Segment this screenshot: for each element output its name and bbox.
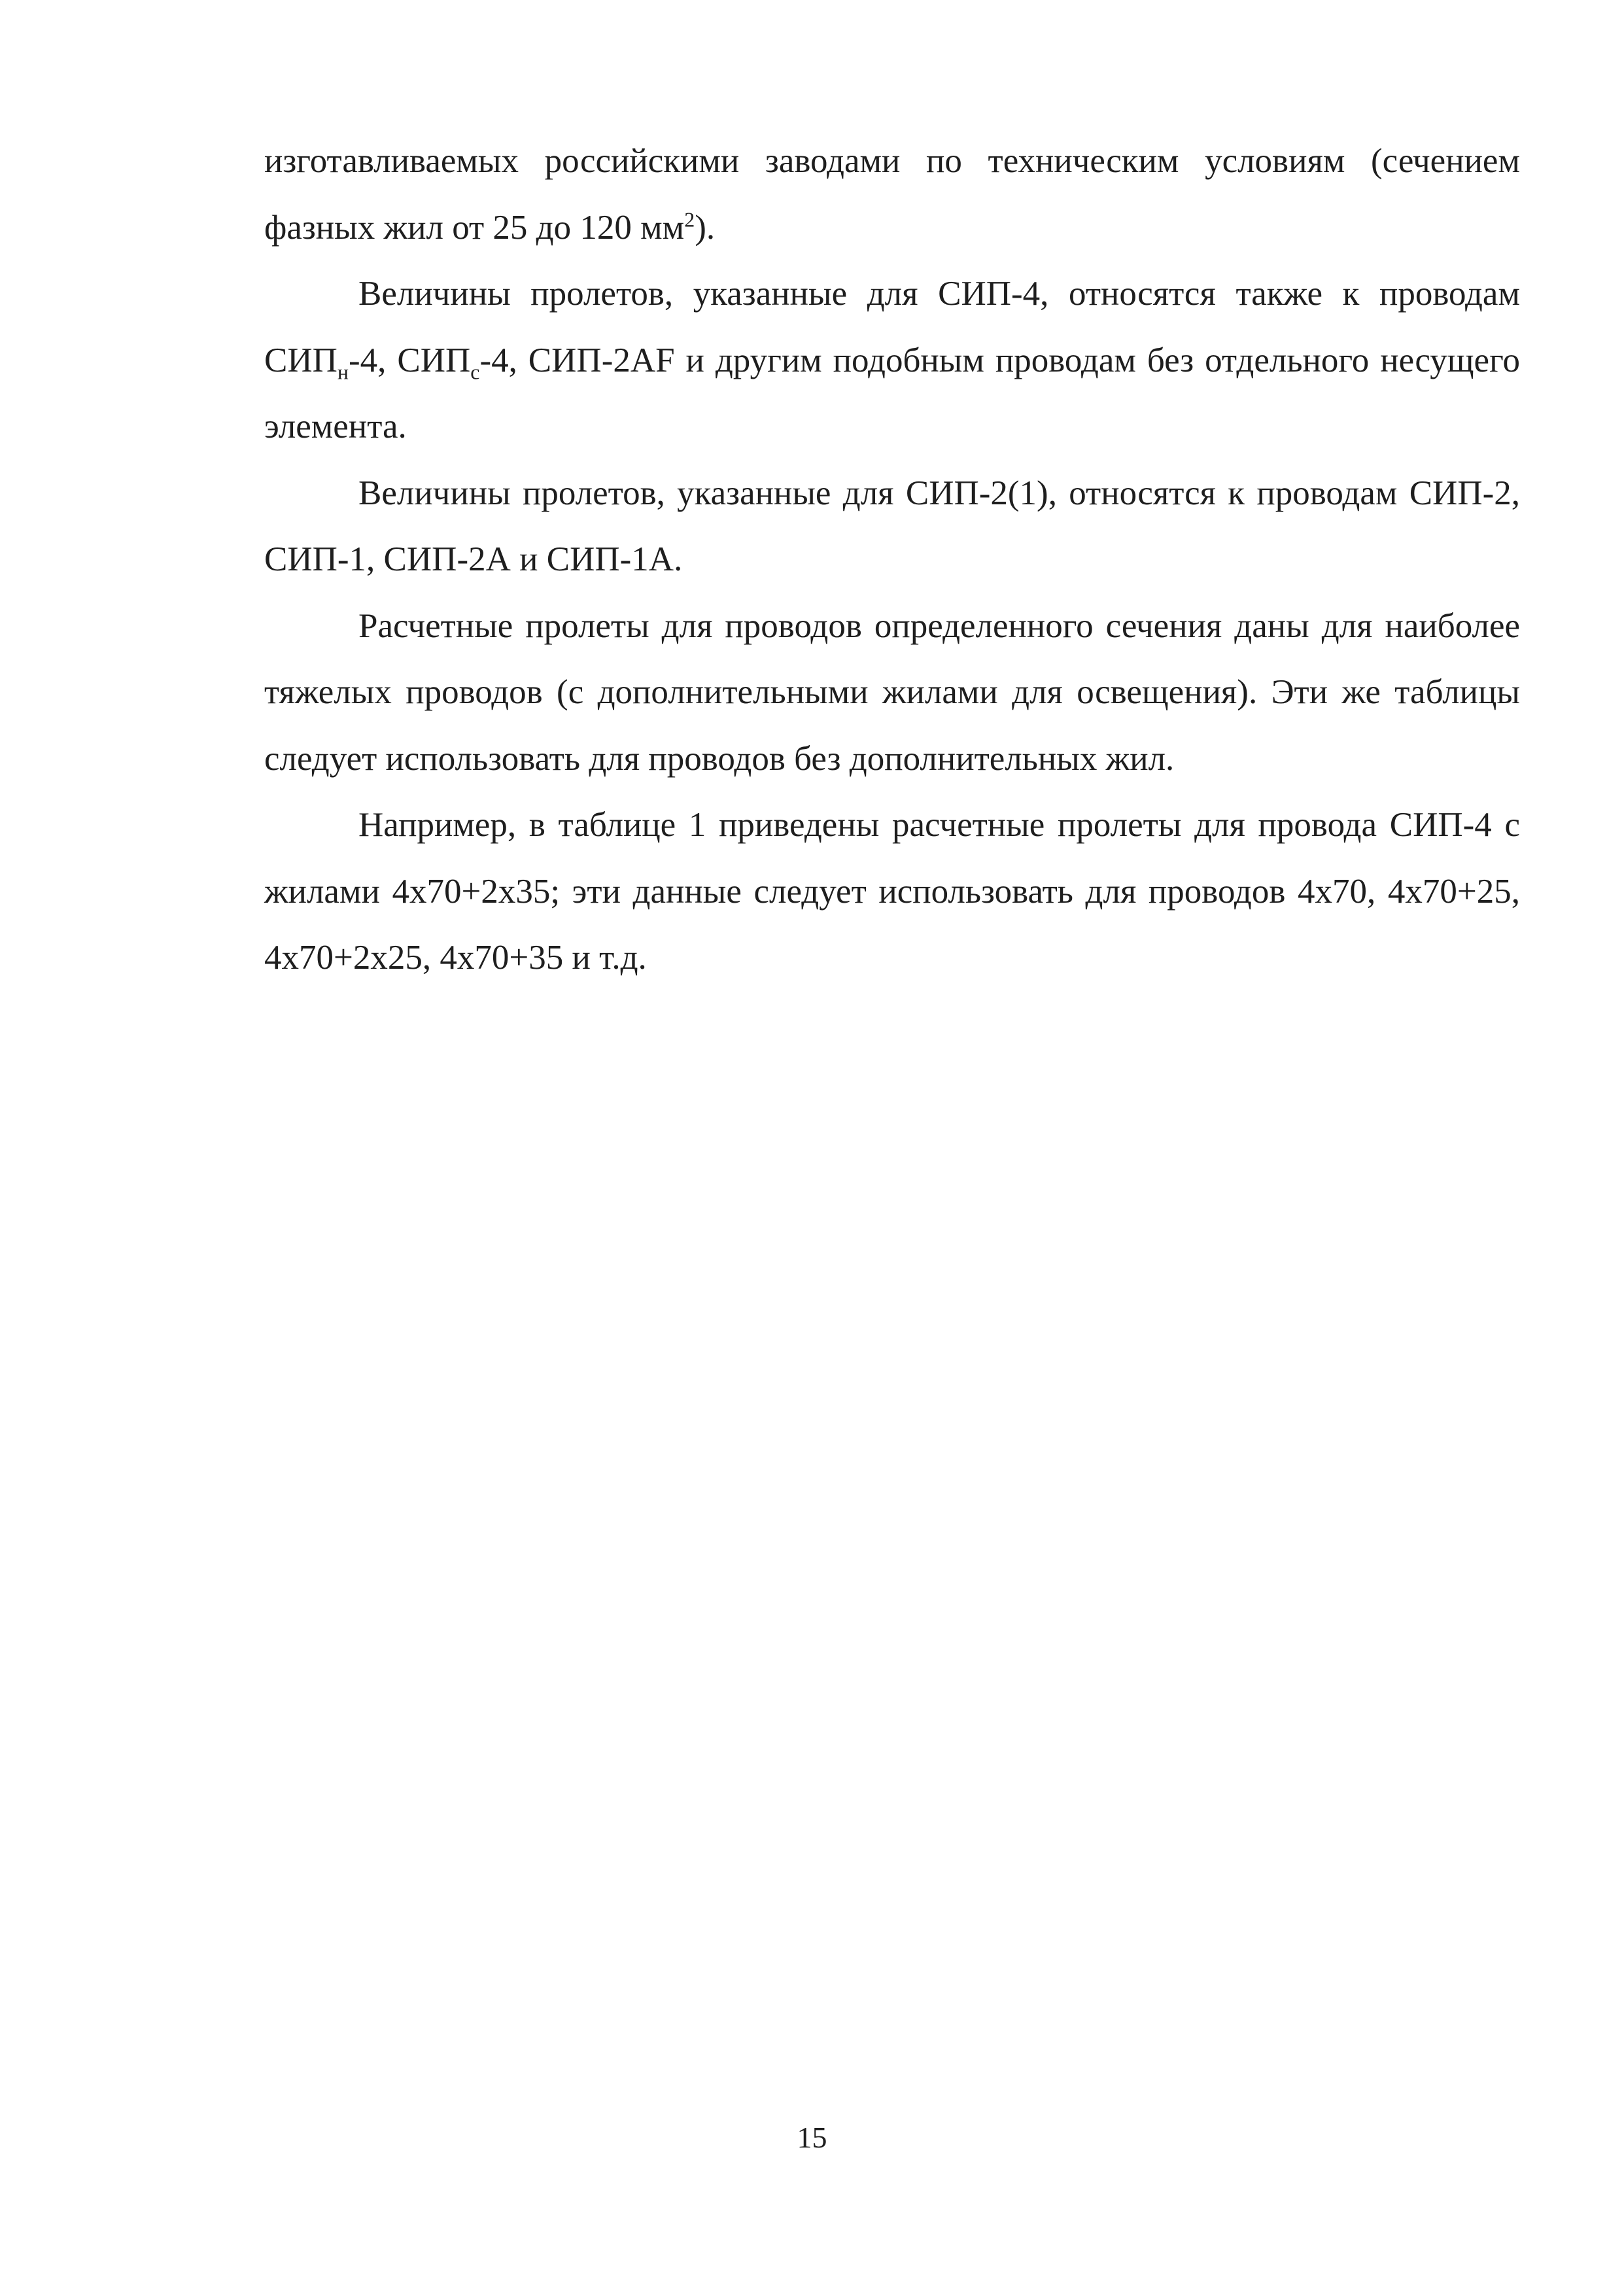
paragraph-5: Например, в таблице 1 приведены расчетные пролеты для провода СИП-4 с жилами 4х70+2х35; эти данные следует использовать для проводов 4х70, 4х70+25, 4х70+2х25, 4х70+35 и т.д. bbox=[264, 806, 1520, 977]
paragraph-1 bbox=[264, 128, 1520, 261]
subscript-s: с bbox=[470, 360, 480, 384]
paragraph-2-text-c: -4, СИП-2AF и другим подобным проводам без отдельного несущего элемента. bbox=[264, 341, 1520, 445]
body-text bbox=[264, 128, 1520, 992]
paragraph-3: Величины пролетов, указанные для СИП-2(1), относятся к проводам СИП-2, СИП-1, СИП-2А и СИП-1А. bbox=[264, 474, 1520, 578]
superscript-2: 2 bbox=[684, 207, 695, 231]
paragraph-1-end: ). bbox=[695, 208, 716, 247]
paragraph-1-text: изготавливаемых российскими заводами по техническим условиям (сечением фазных жил от 25 до 120 мм bbox=[264, 142, 1520, 247]
paragraph-2-text-b: -4, СИП bbox=[349, 341, 471, 379]
paragraph-2-text-a: Величины пролетов, указанные для СИП-4, относятся также к проводам СИП bbox=[264, 275, 1520, 379]
page-number: 15 bbox=[797, 2121, 827, 2154]
paragraph-2 bbox=[264, 261, 1520, 461]
subscript-n: н bbox=[337, 360, 349, 384]
paragraph-4: Расчетные пролеты для проводов определенного сечения даны для наиболее тяжелых проводов (с дополнительными жилами для освещения). Эти же таблицы следует использовать для проводов без дополнительных жил. bbox=[264, 606, 1520, 778]
